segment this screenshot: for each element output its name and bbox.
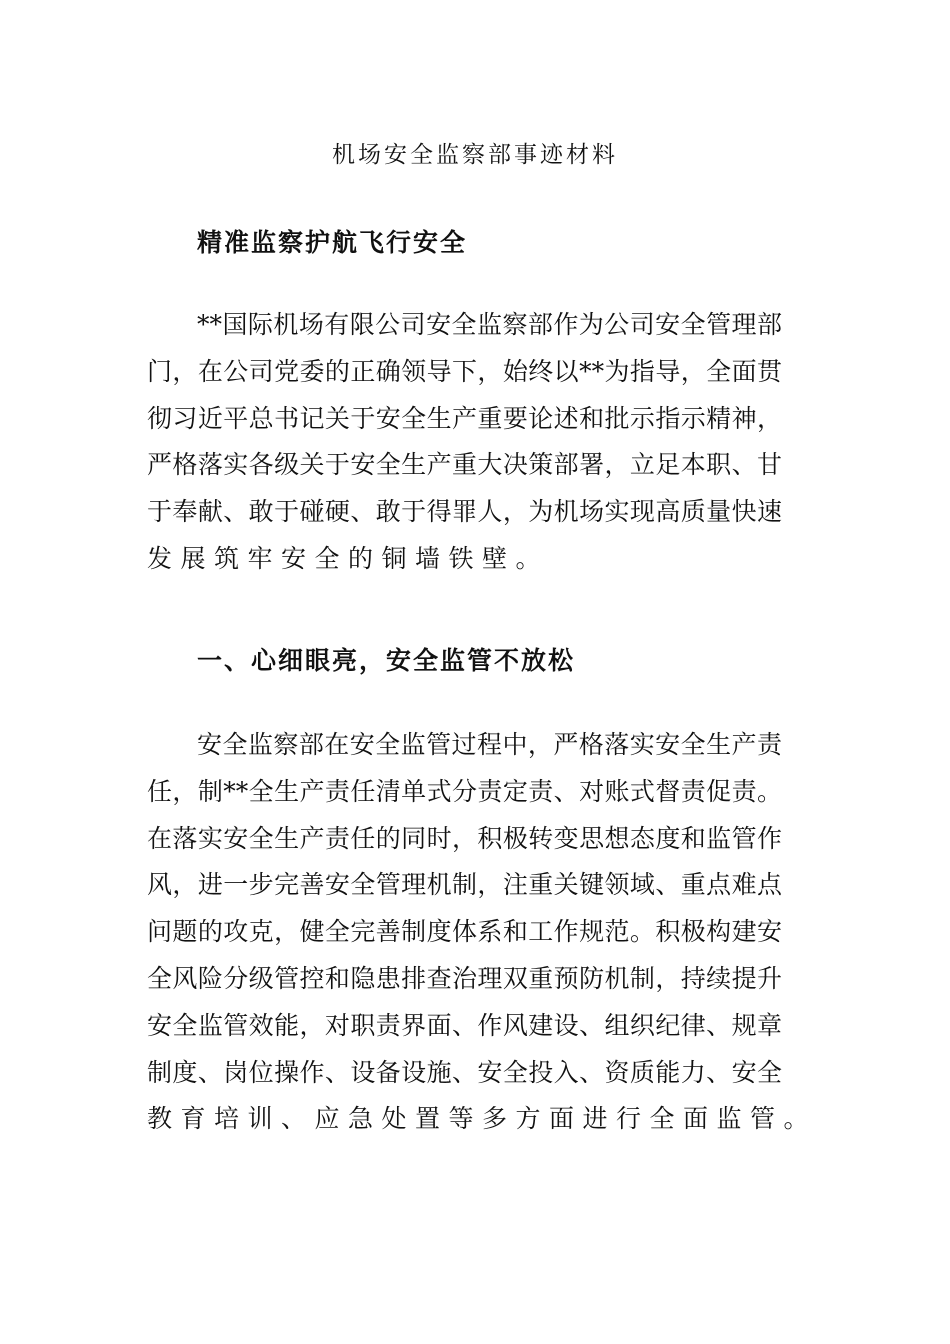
paragraph-line: 于奉献、敢于碰硬、敢于得罪人，为机场实现高质量快速 [147, 497, 782, 527]
paragraph-line: 在落实安全生产责任的同时，积极转变思想态度和监管作 [147, 823, 782, 853]
paragraph-line: 严格落实各级关于安全生产重大决策部署，立足本职、甘 [147, 450, 782, 480]
paragraph-line: 发展筑牢安全的铜墙铁壁。 [147, 543, 550, 573]
paragraph-line: 安全监管效能，对职责界面、作风建设、组织纪律、规章 [147, 1010, 782, 1040]
paragraph-line: **国际机场有限公司安全监察部作为公司安全管理部 [197, 310, 782, 339]
paragraph-line: 任，制**全生产责任清单式分责定责、对账式督责促责。 [147, 776, 782, 806]
paragraph-line: 问题的攻克，健全完善制度体系和工作规范。积极构建安 [147, 917, 782, 947]
section1-paragraph [147, 722, 818, 1143]
paragraph-line: 彻习近平总书记关于安全生产重要论述和批示指示精神， [147, 403, 782, 433]
document-title: 机场安全监察部事迹材料 [332, 142, 618, 168]
section-heading: 一、心细眼亮，安全监管不放松 [197, 646, 576, 675]
paragraph-line: 安全监察部在安全监管过程中，严格落实安全生产责 [197, 730, 782, 759]
paragraph-line: 制度、岗位操作、设备设施、安全投入、资质能力、安全 [147, 1057, 782, 1087]
paragraph-line: 风，进一步完善安全管理机制，注重关键领域、重点难点 [147, 870, 782, 900]
paragraph-line: 门，在公司党委的正确领导下，始终以**为指导，全面贯 [147, 356, 782, 386]
document-subtitle: 精准监察护航飞行安全 [197, 228, 468, 257]
paragraph-line: 教育培训、应急处置等多方面进行全面监管。 [147, 1104, 818, 1134]
intro-paragraph [147, 302, 782, 583]
paragraph-line: 全风险分级管控和隐患排查治理双重预防机制，持续提升 [147, 963, 782, 993]
